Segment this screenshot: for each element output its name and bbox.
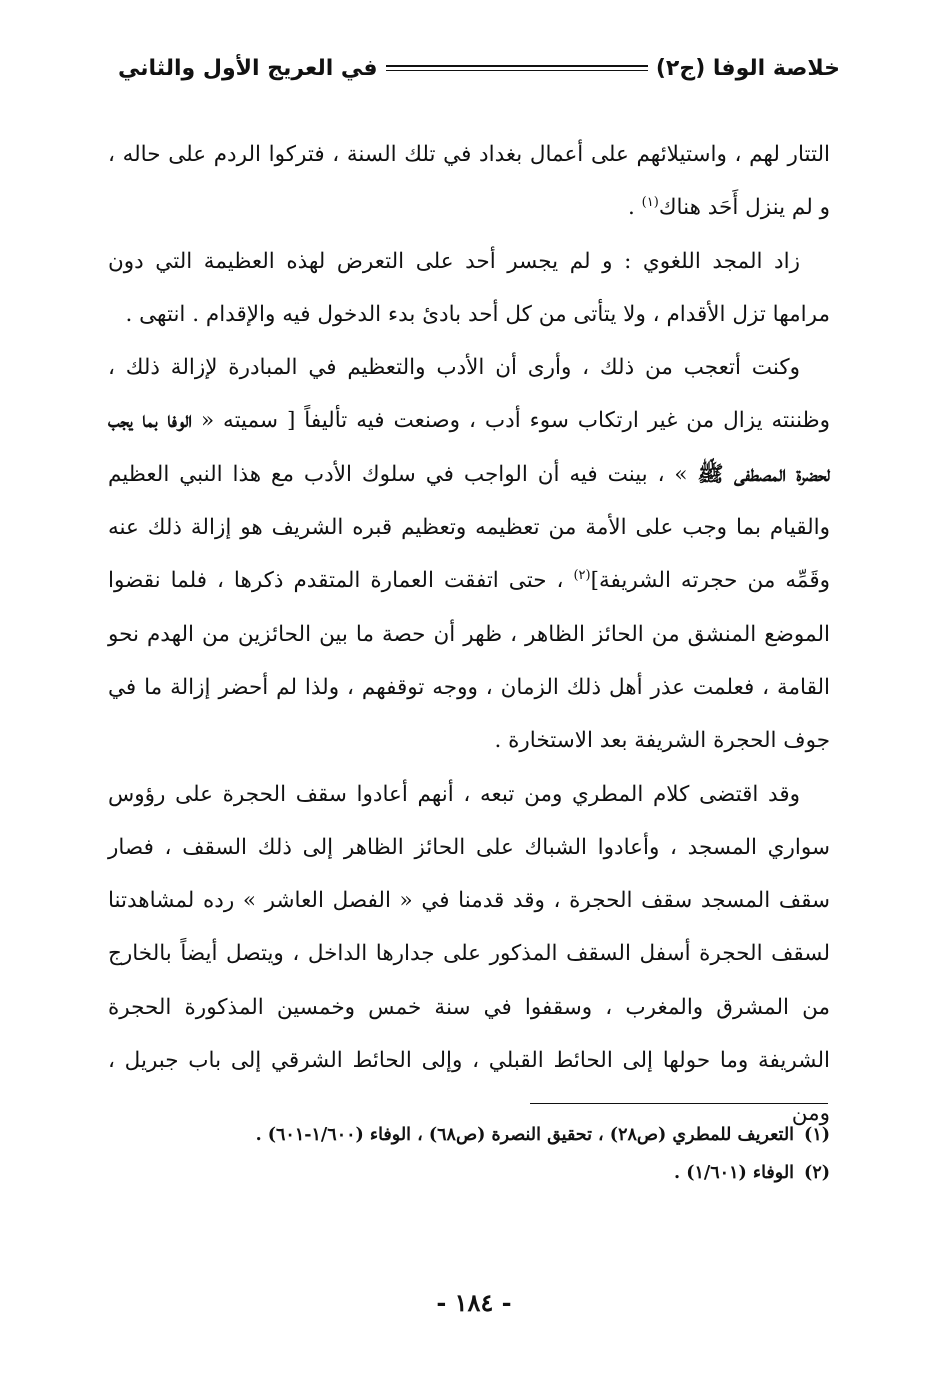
- paragraph-3: [108, 341, 830, 767]
- book-title-bold: الوفا بما يجب لحضرة المصطفى ﷺ: [108, 408, 830, 487]
- footnote-1-text: التعريف للمطري (ص٢٨) ، تحقيق النصرة (ص٦٨) ، الوفاء (١/٦٠٠-٦٠١) .: [255, 1125, 795, 1145]
- footnote-ref-2[interactable]: (٢): [573, 568, 591, 584]
- footnote-2-number: (٢): [804, 1163, 830, 1183]
- footnote-1-number: (١): [804, 1125, 830, 1145]
- footnotes: [108, 1116, 830, 1192]
- paragraph-1-text: التتار لهم ، واستيلائهم على أعمال بغداد في تلك السنة ، فتركوا الردم على حاله ، و لم ينزل أَحَد هناك: [108, 142, 830, 221]
- paragraph-4-text: وقد اقتضى كلام المطري ومن تبعه ، أنهم أعادوا سقف الحجرة على رؤوس سواري المسجد ، وأعادوا الشباك على الحائز الظاهر إلى ذلك السقف ، فصار سقف المسجد سقف الحجرة ، وقد قدمنا في « الفصل العاشر » رده لمشاهدتنا لسقف الحجرة أسفل السقف المذكور على جدارها الداخل ، ويتصل أيضاً بالخارج من المشرق والمغرب ، وسقفوا في سنة خمس وخمسين المذكورة الحجرة الشريفة وما حولها إلى الحائط القبلي ، وإلى الحائط الشرقي إلى باب جبريل ، ومن: [108, 781, 830, 1127]
- paragraph-2-text: زاد المجد اللغوي : و لم يجسر أحد على التعرض لهذه العظيمة التي دون مرامها تزل الأقدام ، ولا يتأتى من كل أحد بادئ بدء الدخول فيه والإقدام . انتهى .: [108, 248, 830, 327]
- paragraph-1-end: .: [628, 195, 642, 221]
- header-book-title: خلاصة الوفا (ج٢): [655, 55, 840, 81]
- paragraph-3-text-a: وكنت أتعجب من ذلك ، وأرى أن الأدب والتعظيم في المبادرة لإزالة ذلك ، وظننته يزال من غير ارتكاب سوء أدب ، وصنعت فيه تأليفاً [ سميته «: [108, 355, 830, 434]
- footnote-2: [108, 1154, 830, 1192]
- footnote-ref-1[interactable]: (١): [641, 195, 659, 211]
- footnote-2-text: الوفاء (١/٦٠١) .: [674, 1163, 795, 1183]
- paragraph-1: [108, 128, 830, 235]
- header-section-title: في العريج الأول والثاني: [118, 55, 378, 81]
- page-number: - ١٨٤ -: [436, 1288, 512, 1317]
- footnote-1: [108, 1116, 830, 1154]
- footnote-separator: [530, 1103, 828, 1104]
- paragraph-3-text-b: » ، بينت فيه أن الواجب في سلوك الأدب مع هذا النبي العظيم والقيام بما وجب على الأمة من تعظيمه وتعظيم قبره الشريف هو إزالة ذلك عنه وقَمِّه من حجرته الشريفة]: [108, 461, 830, 594]
- running-header: [118, 48, 840, 88]
- main-text: [108, 128, 830, 1141]
- paragraph-2: [108, 235, 830, 342]
- paragraph-4: [108, 768, 830, 1141]
- paragraph-3-text-c: ، حتى اتفقت العمارة المتقدم ذكرها ، فلما نقضوا الموضع المنشق من الحائز الظاهر ، ظهر أن حصة ما بين الحائزين من الهدم نحو القامة ، فعلمت عذر أهل ذلك الزمان ، ووجه توقفهم ، ولذا لم أحضر إزالة ما في جوف الحجرة الشريفة بعد الاستخارة .: [108, 568, 830, 754]
- header-rule: [386, 65, 648, 71]
